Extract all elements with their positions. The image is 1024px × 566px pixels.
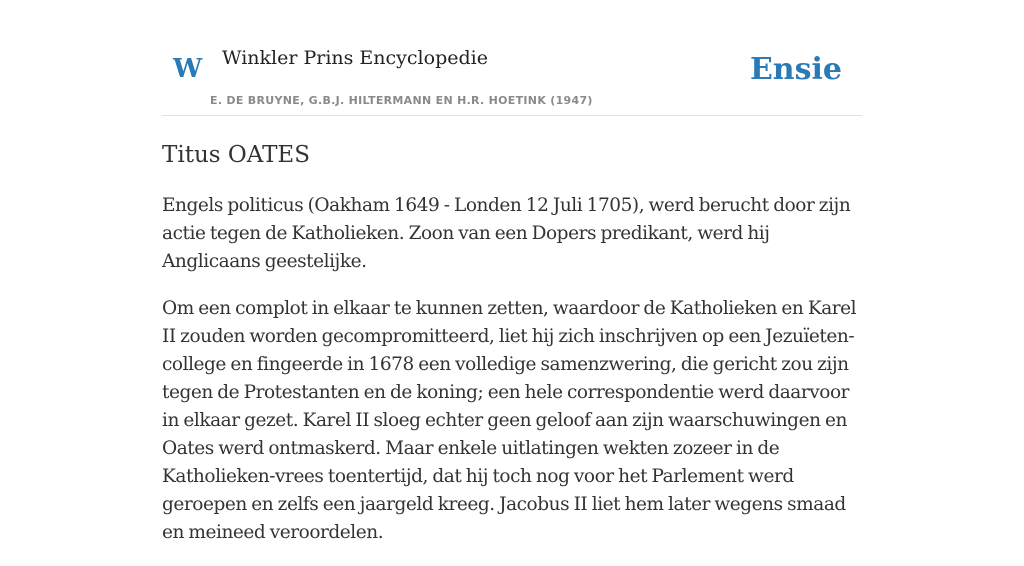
ensie-logo[interactable]: Ensie: [749, 52, 842, 87]
site-title[interactable]: Winkler Prins Encyclopedie: [222, 47, 488, 69]
article-body: [162, 192, 862, 566]
article-paragraph: Engels politicus (Oakham 1649 - Londen 12 Juli 1705), werd berucht door zijn actie tegen de Katholieken. Zoon van een Dopers predikant, werd hij Anglicaans geestelijke.: [162, 195, 851, 272]
article-title: Titus OATES: [162, 142, 310, 168]
winkler-prins-logo[interactable]: W: [173, 54, 203, 84]
authors-line: E. DE BRUYNE, G.B.J. HILTERMANN EN H.R. HOETINK (1947): [210, 94, 593, 107]
article-paragraph: Om een complot in elkaar te kunnen zetten, waardoor de Katholieken en Karel II zouden worden gecompromitteerd, liet hij zich inschrijven op een Jezuïeten-college en fingeerde in 1678 een volledige samenzwering, die gericht zou zijn tegen de Protestanten en de koning; een hele correspondentie werd daarvoor in elkaar gezet. Karel II sloeg echter geen geloof aan zijn waarschuwingen en Oates werd ontmaskerd. Maar enkele uitlatingen wekten zozeer in de Katholieken-vrees toentertijd, dat hij toch nog voor het Parlement werd geroepen en zelfs een jaargeld kreeg. Jacobus II liet hem later wegens smaad en meineed veroordelen.: [162, 298, 857, 543]
site-header: [162, 0, 862, 116]
